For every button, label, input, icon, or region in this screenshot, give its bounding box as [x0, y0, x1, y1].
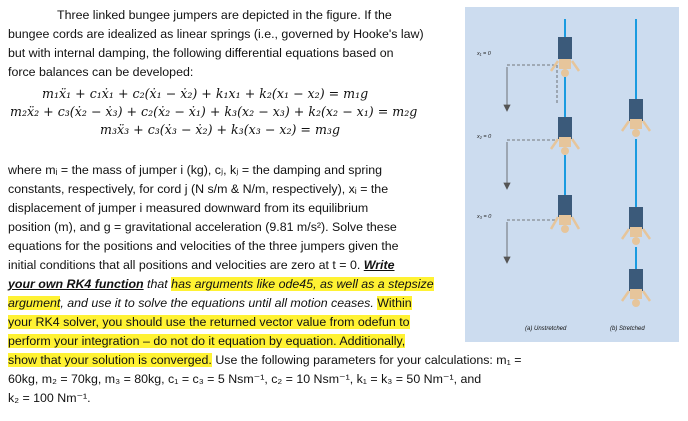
jumper-a-2	[551, 117, 579, 155]
bungee-diagram	[465, 7, 679, 342]
highlight-perform: perform your integration – do not do it equation by equation. Additionally,	[8, 334, 406, 348]
text-write: Write	[363, 258, 395, 272]
text-line-12	[8, 294, 412, 313]
highlight-solver: your RK4 solver, you should use the returned vector value from odefun to	[8, 315, 410, 329]
x1-zero-label: x₁ = 0	[477, 51, 491, 57]
text-line-14	[8, 332, 405, 351]
jumper-b-1	[622, 99, 650, 137]
text-line-9: equations for the positions and velocities of the three jumpers given the	[8, 239, 399, 253]
text-line-13	[8, 313, 410, 332]
text-parameters: Use the following parameters for your calculations: m₁ =	[211, 353, 522, 367]
text-line-17: k₂ = 100 Nm⁻¹.	[8, 391, 91, 405]
highlight-converged: show that your solution is converged.	[8, 353, 212, 367]
text-line-5: where mᵢ = the mass of jumper i (kg), cⱼ, kⱼ = the damping and spring	[8, 163, 383, 177]
text-line-16: 60kg, m₂ = 70kg, m₃ = 80kg, c₁ = c₃ = 5 Nsm⁻¹, c₂ = 10 Nsm⁻¹, k₁ = k₃ = 50 Nm⁻¹, and	[8, 372, 482, 386]
text-line-1: Three linked bungee jumpers are depicted in the figure. If the	[57, 8, 392, 22]
highlight-within: Within	[377, 296, 412, 310]
text-use-it: , and use it to solve the equations until all motion ceases.	[60, 296, 378, 310]
text-line-15	[8, 351, 521, 370]
text-line-8: position (m), and g = gravitational acceleration (9.81 m/s²). Solve these	[8, 220, 397, 234]
text-that: that	[143, 277, 172, 291]
equation-2: m₂ẍ₂ + c₃(ẋ₂ − ẋ₃) + c₂(ẋ₂ − ẋ₁) + k₃(x₂ − x₃) + k₂(x₂ − x₁) = m₂g	[10, 104, 418, 119]
text-line-7: displacement of jumper i measured downward from its equilibrium	[8, 201, 369, 215]
x2-zero-label: x₂ = 0	[477, 134, 492, 140]
caption-unstretched: (a) Unstretched	[525, 326, 567, 332]
caption-stretched: (b) Stretched	[610, 326, 645, 332]
text-rk4-function: your own RK4 function	[8, 277, 144, 291]
text-line-2: bungee cords are idealized as linear springs (i.e., governed by Hooke's law)	[8, 27, 424, 41]
text-initial-conditions: initial conditions that all positions and velocities are zero at t = 0.	[8, 258, 364, 272]
jumper-a-3	[551, 195, 579, 233]
text-line-10	[8, 256, 395, 275]
highlight-argument: argument	[8, 296, 61, 310]
jumper-a-1	[551, 37, 579, 77]
text-line-6: constants, respectively, for cord j (N s/m & N/m, respectively), xᵢ = the	[8, 182, 389, 196]
x3-zero-label: x₃ = 0	[477, 214, 492, 220]
text-line-4: force balances can be developed:	[8, 65, 194, 79]
text-line-3: but with internal damping, the following differential equations based on	[8, 46, 394, 60]
equation-3: m₃ẍ₃ + c₃(ẋ₃ − ẋ₂) + k₃(x₃ − x₂) = m₃g	[100, 122, 341, 137]
bungee-figure	[465, 7, 679, 342]
jumper-b-3	[622, 269, 650, 307]
highlight-args: has arguments like ode45, as well as a stepsize	[171, 277, 434, 291]
jumper-b-2	[622, 207, 650, 245]
equation-1: m₁ẍ₁ + c₁ẋ₁ + c₂(ẋ₁ − ẋ₂) + k₁x₁ + k₂(x₁ − x₂) = m₁g	[42, 86, 369, 101]
text-line-11	[8, 275, 434, 294]
